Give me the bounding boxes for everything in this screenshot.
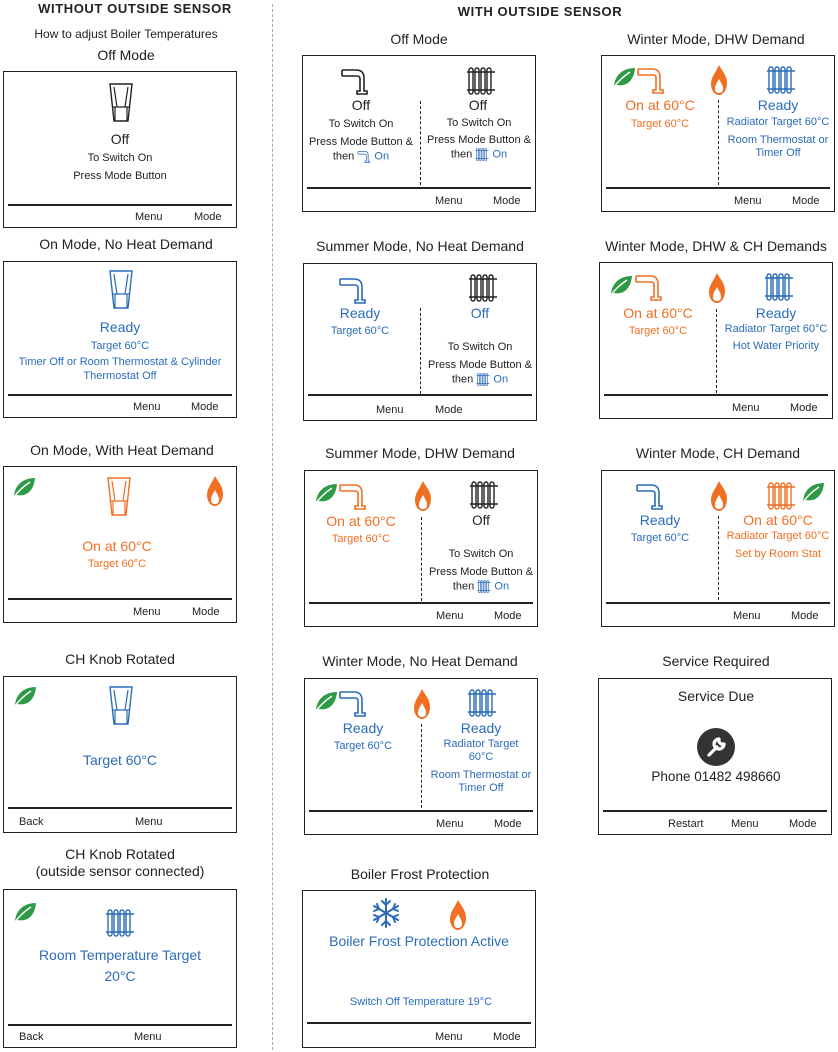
radiator-icon <box>477 580 491 593</box>
dhw-status: Off <box>351 97 371 113</box>
status-text: On at 60°C <box>82 538 152 554</box>
caption-service: Service Required <box>662 653 770 669</box>
ch-target-line-1: Radiator Target <box>443 738 519 750</box>
ch-instruction-3: then On <box>451 373 509 386</box>
leaf-icon <box>13 901 37 923</box>
ch-instruction-2: Press Mode Button & <box>429 566 533 578</box>
dhw-target: Target 60°C <box>331 533 391 545</box>
radiator-knob-icon <box>108 686 134 726</box>
dhw-status: On at 60°C <box>326 513 396 529</box>
leaf-icon <box>13 685 37 707</box>
caption-off-mode: Off Mode <box>97 47 155 63</box>
tap-icon <box>635 482 665 510</box>
flame-icon <box>413 480 433 512</box>
tap-icon <box>340 67 370 95</box>
caption-ch-knob-sensor <box>4 846 236 880</box>
panel-winter-ch <box>601 470 835 627</box>
menu-softkey[interactable]: Menu <box>133 401 161 413</box>
flame-icon <box>412 688 432 720</box>
tap-icon <box>636 66 666 94</box>
panel-winter-both <box>599 262 833 419</box>
left-column-header: WITHOUT OUTSIDE SENSOR <box>38 1 232 16</box>
ch-instruction-3: then On <box>452 580 510 593</box>
flame-icon <box>707 272 727 304</box>
panel-summer-no-demand <box>303 263 537 421</box>
ch-instruction-2: Press Mode Button & <box>427 134 531 146</box>
dhw-target: Target 60°C <box>628 325 688 337</box>
leaf-icon <box>314 482 338 504</box>
ch-instruction-3: then On <box>450 148 508 161</box>
radiator-knob-icon <box>108 83 134 123</box>
restart-softkey[interactable]: Restart <box>668 818 704 830</box>
radiator-icon <box>467 689 497 717</box>
panel-frost <box>302 890 536 1048</box>
mode-softkey[interactable]: Mode <box>194 211 222 223</box>
radiator-knob-icon <box>108 270 134 310</box>
dhw-target: Target 60°C <box>330 325 390 337</box>
wrench-icon <box>697 728 735 766</box>
mode-softkey[interactable]: Mode <box>192 606 220 618</box>
caption-line-2: (outside sensor connected) <box>35 863 205 879</box>
dhw-target: Target 60°C <box>630 118 690 130</box>
panel-summer-dhw <box>304 470 538 627</box>
menu-softkey[interactable]: Menu <box>435 195 463 207</box>
panel-ch-knob-sensor <box>3 889 237 1048</box>
panel-service <box>598 678 832 835</box>
note-line-2: Timer Off <box>458 782 504 794</box>
menu-softkey[interactable]: Menu <box>133 606 161 618</box>
status-text: Boiler Frost Protection Active <box>329 933 509 949</box>
dhw-target: Target 60°C <box>333 740 393 752</box>
column-divider <box>272 4 273 1050</box>
leaf-icon <box>12 476 36 498</box>
dhw-status: Ready <box>339 305 381 321</box>
menu-softkey[interactable]: Menu <box>436 818 464 830</box>
radiator-icon <box>766 66 796 94</box>
tap-icon <box>357 150 371 163</box>
note-text: Set by Room Stat <box>734 548 822 560</box>
tap-icon <box>634 273 664 301</box>
ch-target-line-2: 60°C <box>468 751 494 763</box>
target-text: Target 60°C <box>90 340 150 352</box>
dhw-status: Ready <box>639 512 681 528</box>
panel-on-demand <box>3 466 237 623</box>
caption-winter-both: Winter Mode, DHW & CH Demands <box>605 238 827 254</box>
ch-instruction-1: To Switch On <box>447 341 513 353</box>
panel-off-mode <box>3 71 237 228</box>
menu-softkey[interactable]: Menu <box>135 211 163 223</box>
mode-softkey[interactable]: Mode <box>790 402 818 414</box>
mode-softkey[interactable]: Mode <box>191 401 219 413</box>
mode-softkey[interactable]: Mode <box>493 1031 521 1043</box>
radiator-icon <box>764 273 794 301</box>
snowflake-icon <box>371 898 401 928</box>
note-text: Timer Off or Room Thermostat & Cylinder Thermostat Off <box>18 356 222 382</box>
instruction-line-2: Press Mode Button <box>73 170 167 182</box>
menu-softkey[interactable]: Menu <box>733 610 761 622</box>
note-line-2: Timer Off <box>755 147 801 159</box>
dhw-status: On at 60°C <box>625 97 695 113</box>
target-text: Target 60°C <box>87 558 147 570</box>
back-softkey[interactable]: Back <box>19 1031 44 1043</box>
ch-target: Radiator Target 60°C <box>726 116 830 128</box>
caption-summer-no-demand: Summer Mode, No Heat Demand <box>316 238 524 254</box>
ch-status: Off <box>472 513 490 528</box>
dhw-status: Ready <box>342 720 384 736</box>
menu-softkey[interactable]: Menu <box>135 816 163 828</box>
ch-target: Radiator Target 60°C <box>726 530 830 542</box>
mode-softkey[interactable]: Mode <box>493 195 521 207</box>
ch-status: Off <box>468 97 488 113</box>
phone-text: Phone 01482 498660 <box>651 769 781 784</box>
panel-on-no-demand <box>3 261 237 418</box>
flame-icon <box>709 480 729 512</box>
menu-softkey[interactable]: Menu <box>436 610 464 622</box>
status-text: Ready <box>99 319 141 335</box>
leaf-icon <box>609 274 633 296</box>
note-line-1: Room Thermostat or <box>727 134 829 146</box>
caption-sensor-off-mode: Off Mode <box>390 31 448 47</box>
radiator-icon <box>469 481 499 509</box>
panel-winter-dhw <box>601 55 835 212</box>
mode-softkey[interactable]: Mode <box>789 818 817 830</box>
caption-frost: Boiler Frost Protection <box>350 866 490 882</box>
radiator-knob-icon <box>106 477 132 517</box>
title-text: Room Temperature Target <box>38 947 202 963</box>
menu-softkey[interactable]: Menu <box>731 818 759 830</box>
leaf-icon <box>314 690 338 712</box>
ch-status: Ready <box>460 720 502 736</box>
radiator-icon <box>475 148 489 161</box>
caption-on-demand: On Mode, With Heat Demand <box>30 442 214 458</box>
flame-icon <box>205 475 225 507</box>
caption-on-no-demand: On Mode, No Heat Demand <box>39 236 213 252</box>
ch-status: Ready <box>755 305 797 321</box>
back-softkey[interactable]: Back <box>19 816 44 828</box>
value-text: 20°C <box>104 968 136 984</box>
caption-winter-dhw: Winter Mode, DHW Demand <box>627 31 805 47</box>
leaf-icon <box>612 66 636 88</box>
note-text: Switch Off Temperature 19°C <box>349 996 493 1008</box>
panel-winter-no-demand <box>304 678 538 835</box>
dhw-status: On at 60°C <box>623 305 693 321</box>
ch-status: Ready <box>757 97 799 113</box>
menu-softkey[interactable]: Menu <box>435 1031 463 1043</box>
title-text: Service Due <box>677 688 755 704</box>
left-column-subtitle: How to adjust Boiler Temperatures <box>34 27 218 41</box>
menu-softkey[interactable]: Menu <box>732 402 760 414</box>
caption-winter-no-demand: Winter Mode, No Heat Demand <box>322 653 518 669</box>
caption-line-1: CH Knob Rotated <box>65 846 175 862</box>
menu-softkey[interactable]: Menu <box>734 195 762 207</box>
mode-softkey[interactable]: Mode <box>435 404 463 416</box>
instruction-line-1: To Switch On <box>87 152 153 164</box>
ch-instruction-1: To Switch On <box>446 117 512 129</box>
mode-softkey[interactable]: Mode <box>494 818 522 830</box>
panel-ch-knob <box>3 676 237 833</box>
leaf-icon <box>801 481 825 503</box>
mode-softkey[interactable]: Mode <box>792 195 820 207</box>
note-line-1: Room Thermostat or <box>430 769 532 781</box>
tap-icon <box>338 276 368 304</box>
ch-instruction-1: To Switch On <box>448 548 514 560</box>
ch-status: On at 60°C <box>743 512 813 528</box>
tap-icon <box>338 689 368 717</box>
ch-instruction-2: Press Mode Button & <box>428 359 532 371</box>
tap-icon <box>338 482 368 510</box>
radiator-icon <box>468 274 498 302</box>
menu-softkey[interactable]: Menu <box>376 404 404 416</box>
caption-ch-knob: CH Knob Rotated <box>65 651 175 667</box>
panel-sensor-off-mode <box>302 55 536 212</box>
mode-softkey[interactable]: Mode <box>494 610 522 622</box>
status-text: Off <box>110 131 130 147</box>
dhw-instruction-2: Press Mode Button & <box>309 136 413 148</box>
right-column-header: WITH OUTSIDE SENSOR <box>457 4 623 19</box>
radiator-icon <box>476 373 490 386</box>
caption-winter-ch: Winter Mode, CH Demand <box>635 445 801 461</box>
note-text: Hot Water Priority <box>732 340 820 352</box>
radiator-icon <box>766 482 796 510</box>
dhw-instruction-3: then On <box>332 150 390 163</box>
ch-target: Radiator Target 60°C <box>724 323 828 335</box>
target-text: Target 60°C <box>82 752 158 768</box>
flame-icon <box>709 64 729 96</box>
mode-softkey[interactable]: Mode <box>791 610 819 622</box>
flame-icon <box>448 899 468 931</box>
ch-status: Off <box>470 305 490 321</box>
radiator-icon <box>466 67 496 95</box>
caption-summer-dhw: Summer Mode, DHW Demand <box>325 445 515 461</box>
radiator-icon <box>105 909 135 937</box>
dhw-instruction-1: To Switch On <box>328 118 394 130</box>
dhw-target: Target 60°C <box>630 532 690 544</box>
menu-softkey[interactable]: Menu <box>134 1031 162 1043</box>
